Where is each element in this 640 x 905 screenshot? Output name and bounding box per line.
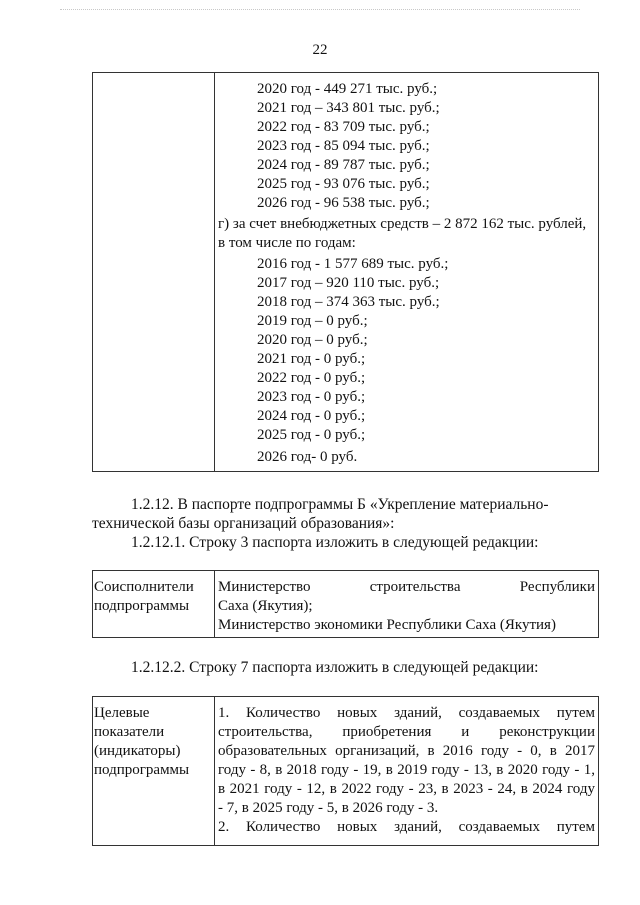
- year-line: 2019 год – 0 руб.;: [257, 313, 368, 329]
- year-line: 2018 год – 374 363 тыс. руб.;: [257, 294, 440, 310]
- indicators-value-line: году - 8, в 2018 году - 19, в 2019 году - 13, в 2020 году - 1,: [218, 762, 595, 778]
- co-executors-label: подпрограммы: [94, 598, 190, 614]
- indicators-value-line: 1. Количество новых зданий, создаваемых путем: [218, 705, 595, 721]
- indicators-label-line: показатели: [94, 724, 165, 740]
- indicators-value-line: - 7, в 2025 году - 5, в 2026 году - 3.: [218, 800, 439, 816]
- year-line: 2017 год – 920 110 тыс. руб.;: [257, 275, 440, 291]
- indicators-value-line: строительства, приобретения и реконструкции: [218, 724, 595, 740]
- section-1-2-12-1: 1.2.12.1. Строку 3 паспорта изложить в следующей редакции:: [131, 534, 539, 551]
- year-line: 2020 год - 449 271 тыс. руб.;: [257, 81, 438, 97]
- scan-artifact-line: [60, 9, 580, 10]
- year-line: 2022 год - 0 руб.;: [257, 370, 366, 386]
- table-column-divider: [214, 73, 215, 471]
- table-column-divider: [214, 571, 215, 637]
- year-line: 2023 год - 0 руб.;: [257, 389, 366, 405]
- indicators-value-line: в 2021 году - 12, в 2022 году - 23, в 2023 - 24, в 2024 году: [218, 781, 595, 797]
- page-number: 22: [312, 42, 328, 58]
- indicators-label-line: подпрограммы: [94, 762, 190, 778]
- year-line: 2025 год - 0 руб.;: [257, 427, 366, 443]
- year-line: 2016 год - 1 577 689 тыс. руб.;: [257, 256, 449, 272]
- indicators-value-line: 2. Количество новых зданий, создаваемых путем: [218, 819, 595, 835]
- extrabudget-by-years-label: в том числе по годам:: [218, 235, 356, 251]
- year-line: 2024 год - 0 руб.;: [257, 408, 366, 424]
- year-line: 2022 год - 83 709 тыс. руб.;: [257, 119, 430, 135]
- indicators-value-line: образовательных организаций, в 2016 году - 0, в 2017: [218, 743, 595, 759]
- section-1-2-12-line2: технической базы организаций образования»:: [92, 515, 395, 532]
- year-line: 2023 год - 85 094 тыс. руб.;: [257, 138, 430, 154]
- year-line: 2024 год - 89 787 тыс. руб.;: [257, 157, 430, 173]
- co-executors-value: Министерство строительства Республики: [218, 579, 595, 595]
- section-1-2-12-2: 1.2.12.2. Строку 7 паспорта изложить в следующей редакции:: [131, 659, 539, 676]
- table-column-divider: [214, 697, 215, 845]
- indicators-label-line: Целевые: [94, 705, 150, 721]
- year-line: 2026 год- 0 руб.: [257, 449, 358, 465]
- extrabudget-total: г) за счет внебюджетных средств – 2 872 162 тыс. рублей,: [218, 216, 587, 232]
- year-line: 2026 год - 96 538 тыс. руб.;: [257, 195, 430, 211]
- year-line: 2021 год – 343 801 тыс. руб.;: [257, 100, 440, 116]
- year-line: 2021 год - 0 руб.;: [257, 351, 366, 367]
- co-executors-label: Соисполнители: [94, 579, 194, 595]
- year-line: 2025 год - 93 076 тыс. руб.;: [257, 176, 430, 192]
- co-executors-value: Саха (Якутия);: [218, 598, 313, 614]
- section-1-2-12-line1: 1.2.12. В паспорте подпрограммы Б «Укрепление материально-: [131, 496, 549, 513]
- indicators-label-line: (индикаторы): [94, 743, 181, 759]
- year-line: 2020 год – 0 руб.;: [257, 332, 368, 348]
- co-executors-value: Министерство экономики Республики Саха (Якутия): [218, 617, 556, 633]
